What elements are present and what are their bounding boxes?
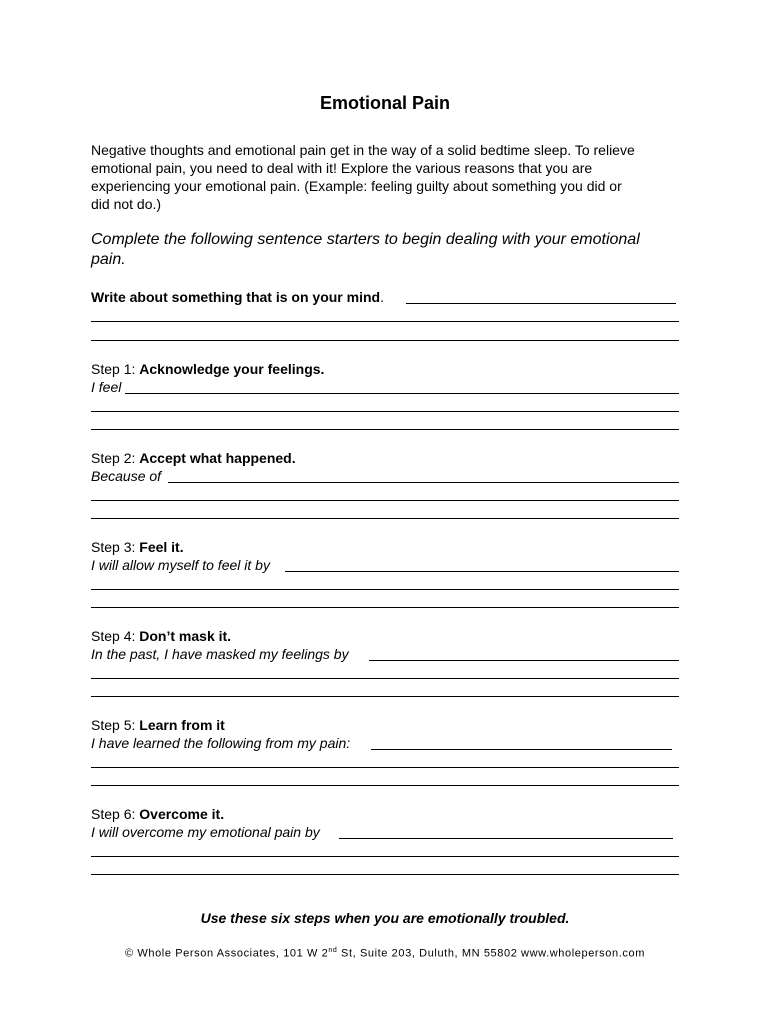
- step-3-heading: [91, 538, 184, 556]
- intro-line: emotional pain, you need to deal with it! Explore the various reasons that you are: [91, 160, 593, 176]
- step-6-answer-line[interactable]: [91, 874, 679, 875]
- step-4-prefix: Step 4:: [91, 628, 140, 644]
- step-2-name: Accept what happened.: [139, 450, 296, 466]
- mind-answer-line[interactable]: [91, 340, 679, 341]
- step-4-starter: In the past, I have masked my feelings by: [91, 646, 349, 662]
- step-2-prefix: Step 2:: [91, 450, 140, 466]
- step-2-heading: [91, 449, 296, 467]
- intro-line: did not do.): [91, 196, 162, 212]
- step-6-prefix: Step 6:: [91, 806, 140, 822]
- step-5-answer-line[interactable]: [91, 785, 679, 786]
- step-2-answer-line[interactable]: [91, 518, 679, 519]
- step-4-answer-line[interactable]: [91, 696, 679, 697]
- step-3-starter: I will allow myself to feel it by: [91, 557, 270, 573]
- step-1-name: Acknowledge your feelings.: [139, 361, 325, 377]
- step-5-prefix: Step 5:: [91, 717, 140, 733]
- mind-answer-line[interactable]: [91, 321, 679, 322]
- step-3-answer-line[interactable]: [285, 571, 679, 572]
- step-1-answer-line[interactable]: [91, 429, 679, 430]
- step-3-answer-line[interactable]: [91, 589, 679, 590]
- step-5-name: Learn from it: [139, 717, 225, 733]
- step-2-starter: Because of: [91, 468, 162, 484]
- intro-line: Negative thoughts and emotional pain get in the way of a solid bedtime sleep. To relieve: [91, 142, 635, 158]
- step-5-answer-line[interactable]: [91, 767, 679, 768]
- step-3-prefix: Step 3:: [91, 539, 140, 555]
- instruction: [91, 230, 691, 270]
- instruction-line: pain.: [91, 251, 126, 268]
- footer-text-start: © Whole Person Associates, 101 W 2: [125, 947, 329, 960]
- mind-prompt-label: Write about something that is on your mind: [91, 289, 381, 305]
- step-4-name: Don’t mask it.: [139, 628, 232, 644]
- step-6-name: Overcome it.: [139, 806, 225, 822]
- copyright-footer: [0, 947, 770, 960]
- step-2-answer-line[interactable]: [168, 482, 679, 483]
- step-6-answer-line[interactable]: [339, 838, 673, 839]
- step-5-heading: [91, 716, 225, 734]
- step-1-answer-line[interactable]: [91, 411, 679, 412]
- step-1-prefix: Step 1:: [91, 361, 140, 377]
- step-6-starter: I will overcome my emotional pain by: [91, 824, 320, 840]
- step-4-heading: [91, 627, 231, 645]
- footer-superscript: nd: [328, 947, 338, 954]
- mind-prompt-suffix: .: [380, 289, 384, 305]
- step-3-answer-line[interactable]: [91, 607, 679, 608]
- page-title: Emotional Pain: [319, 93, 451, 113]
- step-3-name: Feel it.: [139, 539, 184, 555]
- step-1-starter: I feel: [91, 379, 122, 395]
- step-1-heading: [91, 360, 324, 378]
- step-4-answer-line[interactable]: [91, 678, 679, 679]
- step-1-answer-line[interactable]: [125, 393, 679, 394]
- mind-answer-line[interactable]: [406, 303, 676, 304]
- mind-prompt: [91, 288, 384, 306]
- intro-paragraph: [91, 141, 691, 213]
- step-6-answer-line[interactable]: [91, 856, 679, 857]
- step-5-answer-line[interactable]: [371, 749, 672, 750]
- closing-note: Use these six steps when you are emotionally troubled.: [200, 910, 570, 926]
- intro-line: experiencing your emotional pain. (Example: feeling guilty about something you did or: [91, 178, 622, 194]
- step-6-heading: [91, 805, 224, 823]
- step-5-starter: I have learned the following from my pain:: [91, 735, 351, 751]
- instruction-line: Complete the following sentence starters to begin dealing with your emotional: [91, 231, 640, 248]
- footer-text-end: St, Suite 203, Duluth, MN 55802 www.wholeperson.com: [337, 947, 645, 960]
- step-4-answer-line[interactable]: [369, 660, 679, 661]
- step-2-answer-line[interactable]: [91, 500, 679, 501]
